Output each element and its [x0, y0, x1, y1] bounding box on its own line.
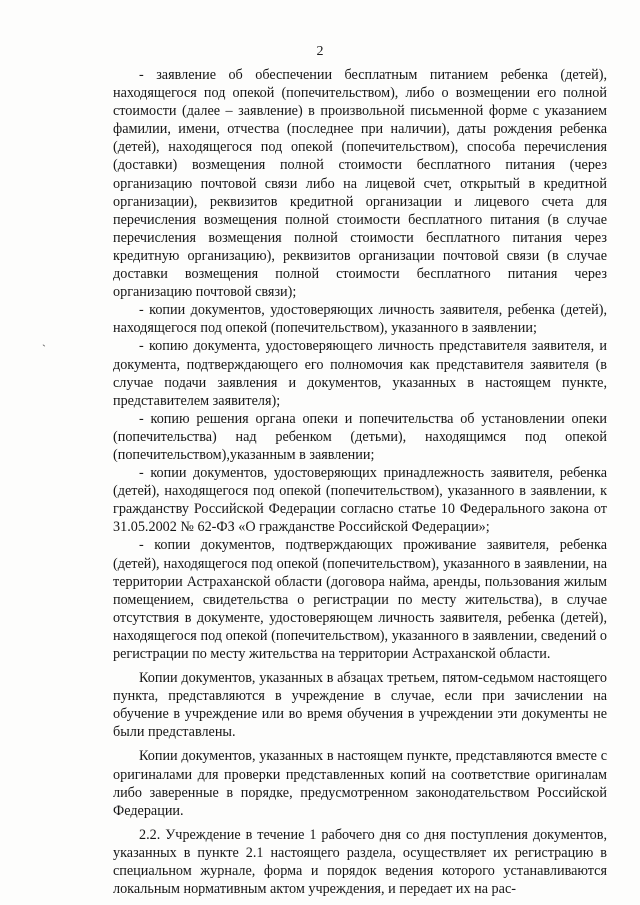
list-item-guardianship-decision: - копию решения органа опеки и попечительства об установлении опеки (попечительства) над ребенком (детьми), находящимся под опекой (попечительством),указанным в заявлении;: [113, 410, 607, 463]
list-item-citizenship-copies: - копии документов, удостоверяющих принадлежность заявителя, ребенка (детей), находящегося под опекой (попечительством), указанного в заявлении, к гражданству Российской Федерации согласно статье 10 Федерального закона от 31.05.2002 № 62-ФЗ «О гражданстве Российской Федерации»;: [113, 465, 607, 536]
paragraph-copies-submission: Копии документов, указанных в абзацах третьем, пятом-седьмом настоящего пункта, представляются в учреждение в случае, если при зачислении на обучение в учреждение или во время обучения в учреждении эти документы не были представлены.: [113, 670, 607, 741]
list-item-application: - заявление об обеспечении бесплатным питанием ребенка (детей), находящегося под опекой (попечительством), либо о возмещении его полной стоимости (далее – заявление) в произвольной письменной форме с указанием фамилии, имени, отчества (последнее при наличии), даты рождения ребенка (детей), находящегося под опекой (попечительством), способа перечисления (доставки) возмещения полной стоимости бесплатного питания (через организацию почтовой связи либо на лицевой счет, открытый в кредитной организации), реквизитов кредитной организации и лицевого счета для перечисления возмещения полной стоимости бесплатного питания (в случае перечисления возмещения полной стоимости бесплатного питания через кредитную организацию), реквизитов организации почтовой связи (в случае доставки возмещения полной стоимости бесплатного питания через организацию почтовой связи);: [113, 67, 607, 301]
paragraph-section-2-2: 2.2. Учреждение в течение 1 рабочего дня со дня поступления документов, указанных в пункте 2.1 настоящего раздела, осуществляет их регистрацию в специальном журнале, форма и порядок ведения которого устанавливаются локальным нормативным актом учреждения, и передает их на рас-: [113, 826, 607, 898]
document-body: [113, 66, 607, 898]
paragraph-copies-with-originals: Копии документов, указанных в настоящем пункте, представляются вместе с оригиналами для проверки представленных копий на соответствие оригиналам либо заверенные в порядке, предусмотренном законодательством Российской Федерации.: [113, 748, 607, 819]
margin-mark: `: [42, 342, 46, 356]
list-item-representative-copy: - копию документа, удостоверяющего личность представителя заявителя, и документа, подтверждающего его полномочия как представителя заявителя (в случае подачи заявления и документов, указанных в настоящем пункте, представителем заявителя);: [113, 338, 607, 409]
list-item-residence-copies: - копии документов, подтверждающих проживание заявителя, ребенка (детей), находящегося под опекой (попечительством), указанного в заявлении, на территории Астраханской области (договора найма, аренды, пользования жилым помещением, свидетельства о регистрации по месту жительства), в случае отсутствия в документе, удостоверяющем личность заявителя, ребенка (детей), находящегося под опекой (попечительством), указанного в заявлении, сведений о регистрации по месту жительства на территории Астраханской области.: [113, 537, 607, 662]
list-item-identity-copies: - копии документов, удостоверяющих личность заявителя, ребенка (детей), находящегося под опекой (попечительством), указанного в заявлении;: [113, 302, 607, 337]
page-number: 2: [316, 44, 324, 59]
